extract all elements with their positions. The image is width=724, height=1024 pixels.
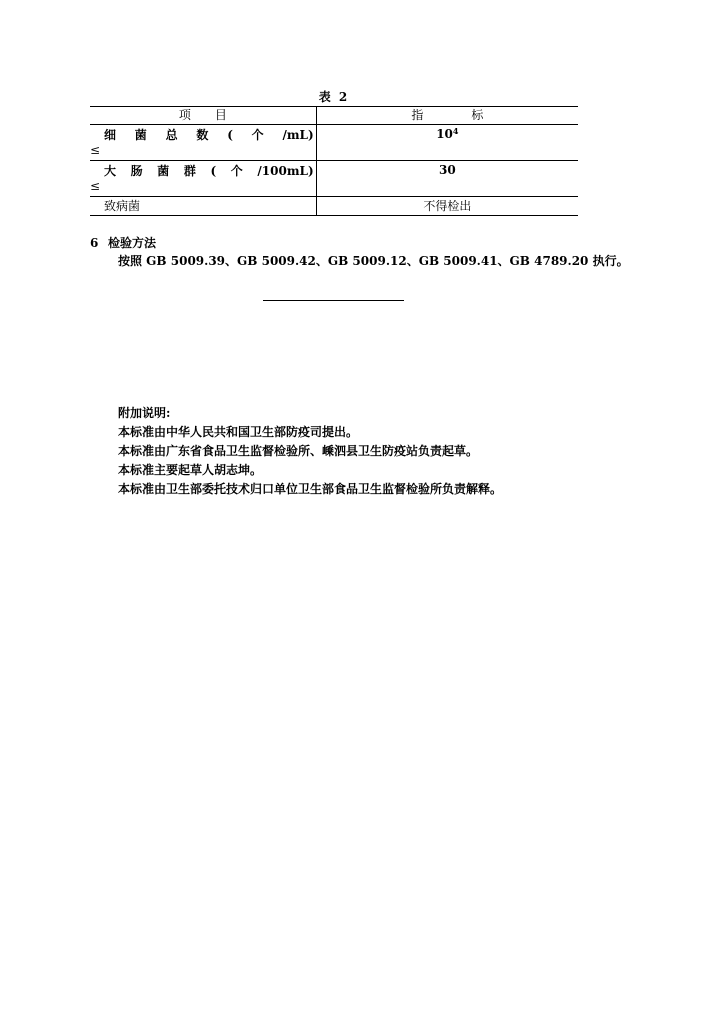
- row-item-cell: [90, 197, 316, 216]
- row-value: 不得检出: [423, 199, 472, 213]
- item-name: 致病菌: [104, 199, 141, 213]
- value-base: 30: [438, 163, 456, 177]
- row-item-cell: [90, 161, 316, 197]
- item-char: /mL): [282, 128, 314, 142]
- item-name: [90, 125, 316, 143]
- header-item-label: 项 目: [178, 108, 227, 122]
- indicator-table: [90, 106, 578, 216]
- row-value: [317, 125, 578, 158]
- item-char: 大: [104, 164, 117, 178]
- row-item-cell: [90, 125, 316, 161]
- row-value-cell: [316, 197, 578, 216]
- table-caption: 表 2: [318, 90, 350, 104]
- notes-line: 本标准由中华人民共和国卫生部防疫司提出。: [118, 425, 359, 439]
- notes-heading: 附加说明:: [118, 406, 171, 420]
- row-value: [317, 161, 578, 194]
- item-char: (: [210, 164, 217, 178]
- notes-line: 本标准由广东省食品卫生监督检验所、嵊泗县卫生防疫站负责起草。: [118, 444, 479, 458]
- table-row: [90, 125, 578, 161]
- value-exponent: 4: [452, 126, 459, 136]
- limit-symbol: ≤: [90, 179, 101, 193]
- row-value-cell: [316, 125, 578, 161]
- item-char: 肠: [130, 164, 143, 178]
- item-char: 菌: [157, 164, 170, 178]
- item-char: (: [227, 128, 233, 142]
- item-char: /100mL): [257, 164, 314, 178]
- item-char: 总: [165, 128, 178, 142]
- section-body: 按照 GB 5009.39、GB 5009.42、GB 5009.12、GB 5009.41、GB 4789.20 执行。: [118, 254, 629, 268]
- item-char: 个: [230, 164, 243, 178]
- value-base: 10: [436, 127, 453, 141]
- table-header-row: [90, 107, 578, 125]
- section-number: 6: [90, 236, 99, 250]
- item-char: 数: [196, 128, 209, 142]
- item-char: 细: [104, 128, 117, 142]
- section-heading: [90, 234, 156, 251]
- section-title: 检验方法: [108, 236, 157, 250]
- additional-notes: [118, 404, 502, 499]
- table-row: [90, 197, 578, 216]
- table-row: [90, 161, 578, 197]
- notes-line: 本标准由卫生部委托技术归口单位卫生部食品卫生监督检验所负责解释。: [118, 482, 503, 496]
- end-rule: [263, 300, 404, 301]
- item-char: 群: [183, 164, 196, 178]
- limit-symbol: ≤: [90, 143, 101, 157]
- item-name: [90, 161, 316, 179]
- header-indicator-label: 指 标: [411, 108, 484, 122]
- row-value-cell: [316, 161, 578, 197]
- header-item: [90, 107, 316, 125]
- notes-line: 本标准主要起草人胡志坤。: [118, 463, 263, 477]
- item-char: 个: [251, 128, 264, 142]
- item-char: 菌: [134, 128, 147, 142]
- header-indicator: [316, 107, 578, 125]
